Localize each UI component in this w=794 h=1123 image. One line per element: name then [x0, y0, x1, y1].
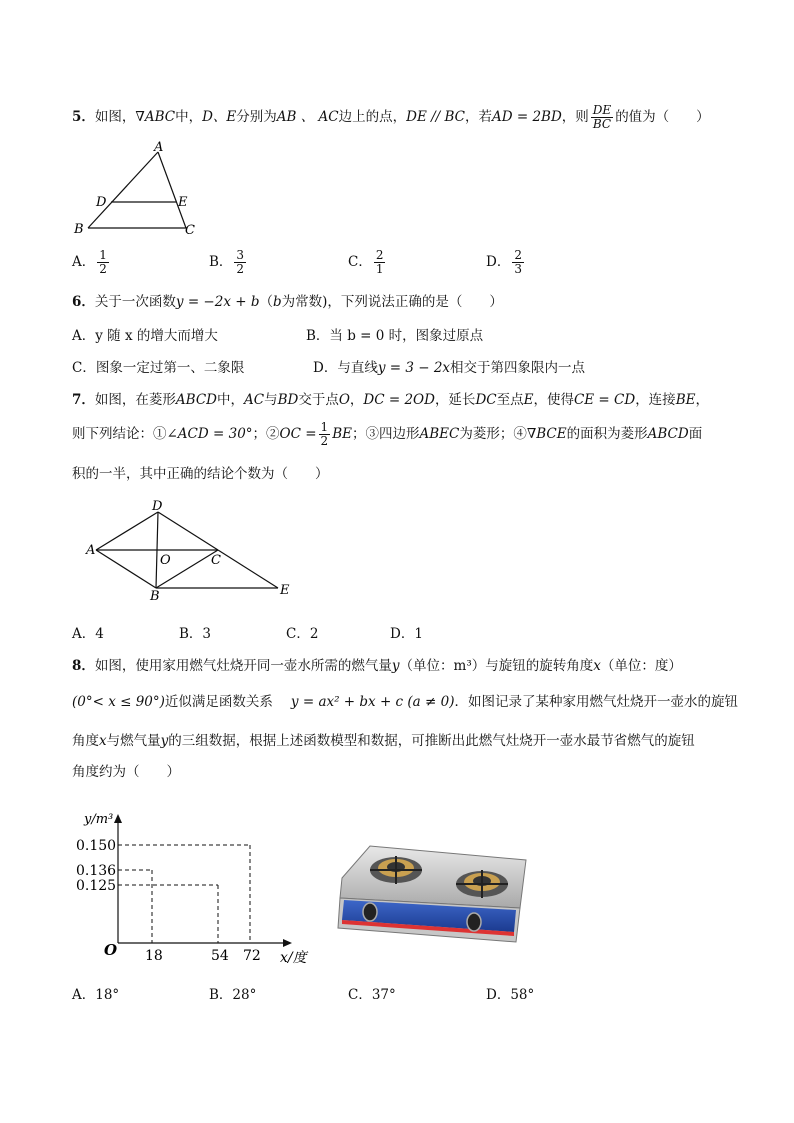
q5-triangle-figure [68, 140, 208, 240]
frac-num: 3 [236, 248, 245, 262]
frac-num: 1 [320, 420, 329, 434]
q7-math: ABEC [419, 426, 460, 443]
q7-label-A: A [86, 543, 96, 558]
option-letter: C． [348, 254, 372, 271]
q5-fraction [591, 104, 613, 131]
q7-math: BE [675, 392, 696, 408]
q7-math: E [523, 392, 534, 408]
q5-label-E: E [178, 195, 188, 210]
q6-text: 为常数)，下列说法正确的是（ ） [281, 294, 503, 310]
q7-line1 [72, 388, 709, 408]
q8-math: x [593, 658, 601, 674]
q8-text: 与燃气量 [106, 733, 161, 749]
q7-label-C: C [211, 553, 221, 568]
gas-stove-image [334, 838, 530, 950]
option-letter: D． [486, 254, 511, 271]
q8-number: 8． [72, 658, 95, 674]
q5-label-A: A [154, 140, 164, 155]
q5-option-A[interactable] [72, 249, 111, 276]
q8-text: 角度 [72, 733, 99, 749]
q8-option-D[interactable]: D．58° [486, 987, 535, 1003]
q6-optD-text: 相交于第四象限内一点 [450, 360, 586, 376]
x-tick-label: 72 [243, 948, 261, 964]
q5-text: 边上的点， [338, 109, 407, 126]
q7-text: ，使得 [533, 392, 574, 408]
y-tick-label: 0.136 [76, 863, 117, 879]
q5-label-D: D [96, 195, 107, 210]
q6-math: y = −2x + b [175, 294, 260, 310]
y-axis-arrow [114, 814, 122, 823]
q7-text: ， [349, 392, 364, 408]
q7-math: ∠ACD = 30° [166, 426, 253, 443]
frac-den: 2 [320, 434, 329, 449]
q7-label-D: D [152, 499, 163, 514]
option-letter: A． [72, 254, 96, 271]
q7-math: DC = 2OD [363, 392, 435, 408]
q7-text: 则下列结论：① [72, 426, 167, 443]
q6-math: b [272, 294, 282, 310]
q6-number: 6． [72, 294, 95, 310]
q8-text: （单位：度） [600, 658, 682, 674]
frac-num: 2 [375, 248, 384, 262]
q5-stem [72, 104, 710, 131]
q6-option-A[interactable]: A．y 随 x 的增大而增大 [72, 328, 218, 344]
q5-frac-num: DE [592, 103, 612, 117]
q8-math: y = ax² + bx + c (a ≠ 0) [290, 694, 455, 710]
q5-option-B[interactable] [209, 249, 248, 276]
q8-text: 如图，使用家用燃气灶烧开同一壶水所需的燃气量 [94, 658, 392, 674]
q6-option-C[interactable]: C．图象一定过第一、二象限 [72, 360, 245, 376]
q7-label-B: B [150, 589, 160, 603]
q6-optD-math: y = 3 − 2x [377, 360, 451, 376]
q8-line3 [72, 729, 695, 749]
q7-text: 与 [264, 392, 278, 408]
q8-chart [70, 800, 320, 972]
q7-option-C[interactable]: C．2 [286, 626, 319, 642]
q7-text: 为菱形；④ [459, 426, 527, 443]
x-axis-arrow [283, 939, 292, 947]
q5-math: ∇ABC [135, 109, 176, 126]
q5-text: 的值为（ ） [615, 109, 710, 126]
q7-math: ABCD [175, 392, 217, 408]
q7-math: ABCD [647, 426, 689, 443]
q7-text: 至点 [496, 392, 524, 408]
frac-den: 1 [375, 262, 384, 277]
q6-optD-text: D．与直线 [313, 360, 378, 376]
q7-text: ，延长 [434, 392, 476, 408]
q7-text: ，连接 [635, 392, 676, 408]
q7-math: BE [332, 426, 352, 443]
q7-text: 如图，在菱形 [94, 392, 176, 408]
q5-math: AB 、 AC [276, 109, 339, 126]
q5-text: 如图， [94, 109, 136, 126]
q7-math: O [338, 392, 350, 408]
q5-label-C: C [185, 223, 195, 238]
q7-line3: 积的一半，其中正确的结论个数为（ ） [72, 466, 329, 482]
q7-math: DC [475, 392, 497, 408]
q5-text: 分别为 [236, 109, 277, 126]
q7-option-D[interactable]: D．1 [390, 626, 423, 642]
q8-line1 [72, 654, 682, 674]
q5-option-C[interactable] [348, 249, 387, 276]
q7-text: 中， [216, 392, 244, 408]
q8-text: （单位：m³）与旋钮的旋转角度 [399, 658, 594, 674]
option-fraction [234, 249, 246, 276]
q7-rhombus-figure [78, 498, 298, 603]
q7-text: 面 [688, 426, 703, 443]
q8-option-B[interactable]: B．28° [209, 987, 257, 1003]
q5-text: 中， [175, 109, 203, 126]
q6-text: 关于一次函数 [94, 294, 176, 310]
x-tick-label: 18 [145, 948, 163, 964]
y-axis-label: y/m³ [84, 812, 114, 827]
frac-den: 2 [236, 262, 245, 277]
q8-math: y [391, 658, 400, 674]
q5-text: ，则 [561, 109, 589, 126]
q7-math: AC [243, 392, 265, 408]
q5-label-B: B [74, 222, 84, 237]
q7-text: ；② [252, 426, 280, 443]
q7-half-fraction [319, 421, 331, 448]
x-tick-label: 54 [211, 948, 229, 964]
q7-math: OC = [279, 426, 317, 443]
q6-text: （ [259, 294, 273, 310]
q7-number: 7． [72, 392, 95, 408]
q7-option-B[interactable]: B．3 [179, 626, 212, 642]
q7-text: 的面积为菱形 [566, 426, 648, 443]
q6-option-B[interactable]: B．当 b = 0 时，图象过原点 [306, 328, 484, 344]
q7-math: ∇BCE [526, 426, 567, 443]
q7-line2 [72, 421, 702, 448]
origin-label: O [104, 941, 118, 959]
option-fraction [97, 249, 109, 276]
q8-line2 [72, 690, 738, 710]
frac-den: 2 [99, 262, 107, 277]
y-tick-label: 0.150 [76, 838, 117, 854]
q5-math: DE // BC [406, 109, 465, 126]
option-letter: B． [209, 254, 233, 271]
q5-frac-den: BC [592, 117, 612, 132]
x-axis-label: x/度 [280, 950, 307, 966]
q5-text: ，若 [464, 109, 492, 126]
q8-math: x [99, 733, 107, 749]
q7-text: ， [695, 392, 709, 408]
q5-math: D、E [202, 109, 237, 126]
q7-text: ；③四边形 [351, 426, 420, 443]
q7-math: CE = CD [573, 392, 636, 408]
q8-math: y [160, 733, 169, 749]
q8-option-C[interactable]: C．37° [348, 987, 396, 1003]
q7-option-A[interactable]: A．4 [72, 626, 104, 642]
q7-label-O: O [160, 553, 171, 568]
q7-math: BD [277, 392, 299, 408]
q5-number: 5． [72, 109, 95, 126]
q8-math: (0°< x ≤ 90°) [72, 694, 165, 710]
q6-option-D[interactable] [313, 356, 585, 376]
q7-text: 交于点 [298, 392, 339, 408]
option-fraction [512, 249, 524, 276]
q8-line4: 角度约为（ ） [72, 764, 180, 780]
q8-text: 近似满足函数关系 [164, 694, 273, 710]
q8-text: ．如图记录了某种家用燃气灶烧开一壶水的旋钮 [454, 694, 738, 710]
q5-option-D[interactable] [486, 249, 526, 276]
q8-option-A[interactable]: A．18° [72, 987, 120, 1003]
frac-num: 2 [514, 248, 522, 262]
q5-math: AD = 2BD [491, 109, 562, 126]
q7-label-E: E [280, 583, 290, 598]
frac-den: 3 [514, 262, 522, 277]
frac-num: 1 [99, 248, 107, 262]
y-tick-label: 0.125 [76, 878, 117, 894]
option-fraction [374, 249, 386, 276]
q6-stem [72, 290, 503, 310]
q8-text: 的三组数据，根据上述函数模型和数据，可推断出此燃气灶烧开一壶水最节省燃气的旋钮 [168, 733, 695, 749]
